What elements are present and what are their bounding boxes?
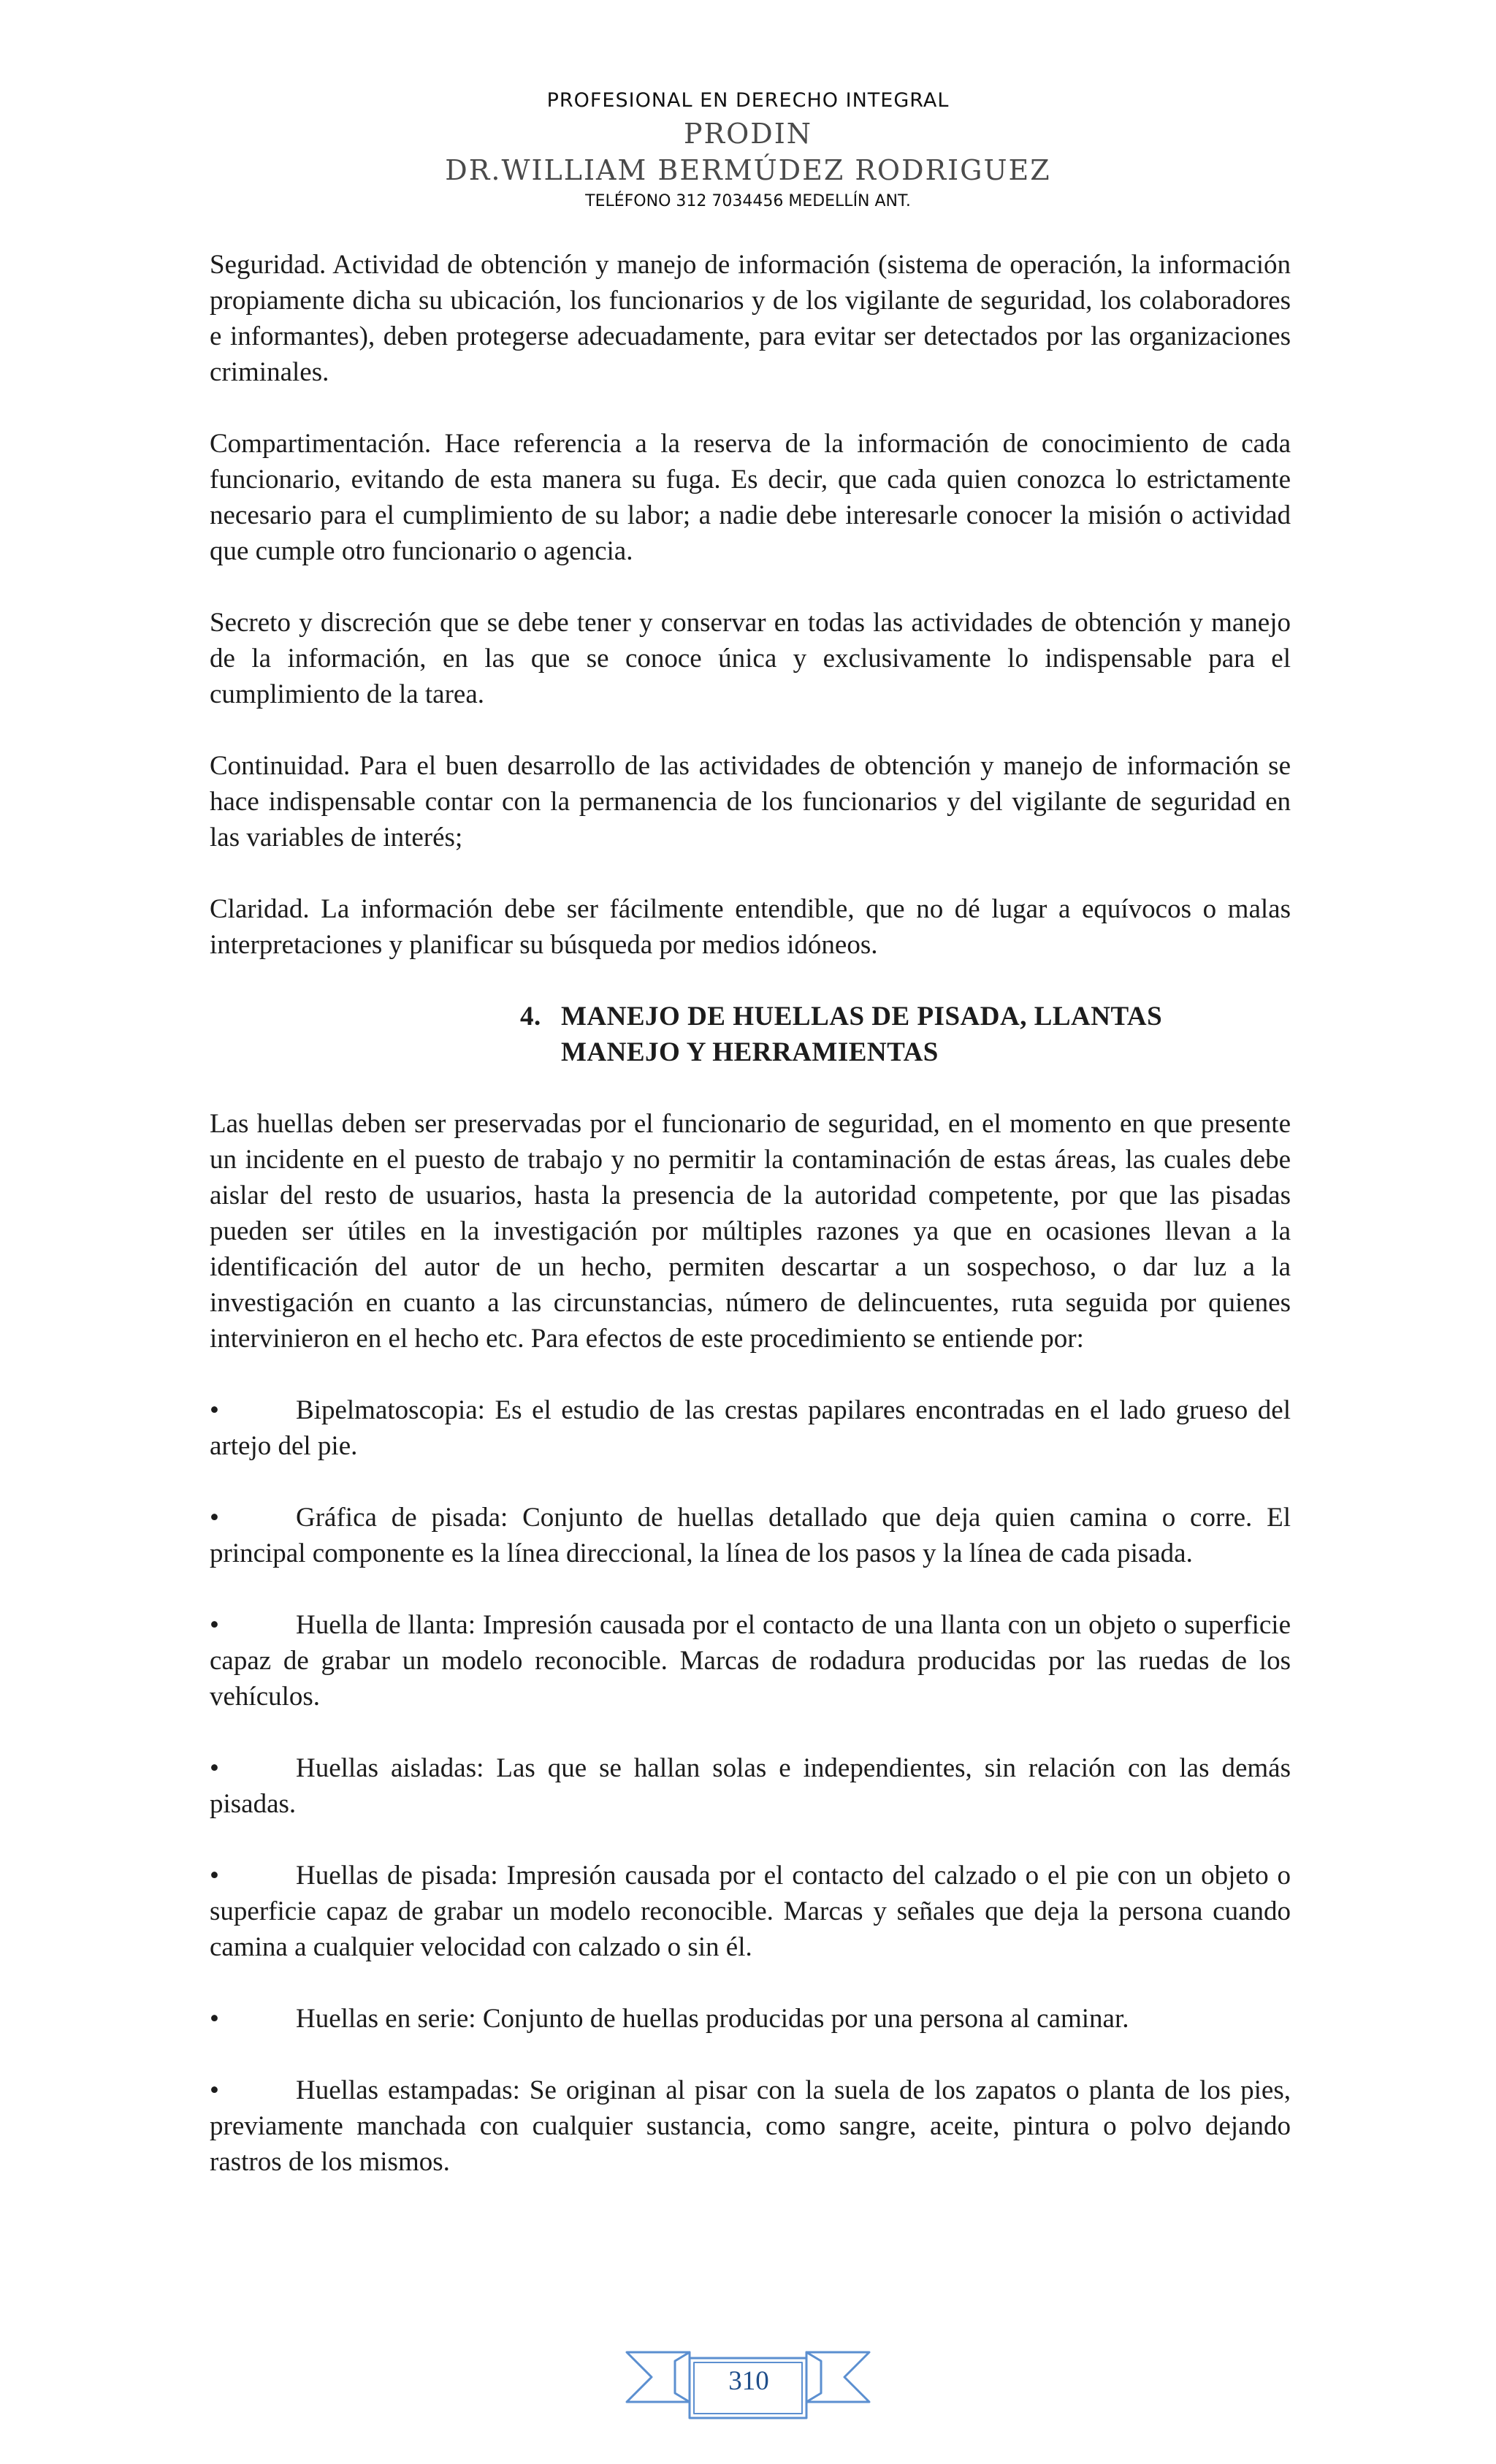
bullet-marker: •: [210, 1861, 219, 1891]
page-header: [0, 86, 1496, 215]
paragraph-intro-huellas: Las huellas deben ser preservadas por el funcionario de seguridad, en el momento en que presente un incidente en el puesto de trabajo y no permitir la contaminación de estas áreas, las cuales debe aislar del resto de usuarios, hasta la presencia de la autoridad competente, por que las pisadas pueden ser útiles en la investigación por múltiples razones ya que en ocasiones llevan a la identificación del autor de un hecho, permiten descartar a un sospechoso, o dar luz a la investigación en cuanto a las circunstancias, número de delincuentes, ruta seguida por quienes intervinieron en el hecho etc. Para efectos de este procedimiento se entiende por:: [210, 1109, 1291, 1354]
section-title-line2: MANEJO Y HERRAMIENTAS: [561, 1037, 939, 1067]
paragraph-compartimentacion: Compartimentación. Hace referencia a la reserva de la información de conocimiento de cada funcionario, evitando de esta manera su fuga. Es decir, que cada quien conozca lo estrictamente necesario para el cumplimiento de su labor; a nadie debe interesarle conocer la misión o actividad que cumple otro funcionario o agencia.: [210, 429, 1291, 566]
section-heading: [210, 999, 1291, 1070]
page-number: 310: [728, 2366, 769, 2396]
bullet-marker: •: [210, 1503, 219, 1533]
list-item-text: Bipelmatoscopia: Es el estudio de las crestas papilares encontradas en el lado grueso del artejo del pie.: [210, 1395, 1291, 1461]
page-footer: [0, 2343, 1496, 2424]
section-title-line1: MANEJO DE HUELLAS DE PISADA, LLANTAS: [561, 1002, 1163, 1031]
header-firm-name: PROFESIONAL EN DERECHO INTEGRAL: [546, 89, 950, 112]
bullet-marker: •: [210, 2004, 219, 2034]
list-item: [210, 1607, 1291, 1714]
list-item-text: Huella de llanta: Impresión causada por el contacto de una llanta con un objeto o superficie capaz de grabar un modelo reconocible. Marcas de rodadura producidas por las ruedas de los vehículos.: [210, 1610, 1291, 1712]
bullet-marker: •: [210, 1610, 219, 1640]
paragraph-secreto: Secreto y discreción que se debe tener y conservar en todas las actividades de obtención y manejo de la información, en las que se conoce única y exclusivamente lo indispensable para el cumplimiento de la tarea.: [210, 608, 1291, 709]
document-body: [210, 247, 1291, 2216]
list-item-text: Huellas aisladas: Las que se hallan solas e independientes, sin relación con las demás pisadas.: [210, 1753, 1291, 1819]
list-item-text: Huellas estampadas: Se originan al pisar con la suela de los zapatos o planta de los pies, previamente manchada con cualquier sustancia, como sangre, aceite, pintura o polvo dejando rastros de los mismos.: [210, 2075, 1291, 2177]
paragraph-claridad: Claridad. La información debe ser fácilmente entendible, que no dé lugar a equívocos o malas interpretaciones y planificar su búsqueda por medios idóneos.: [210, 894, 1291, 960]
list-item-text: Gráfica de pisada: Conjunto de huellas detallado que deja quien camina o corre. El principal componente es la línea direccional, la línea de los pasos y la línea de cada pisada.: [210, 1503, 1291, 1568]
list-item: [210, 1750, 1291, 1822]
bullet-marker: •: [210, 1395, 219, 1425]
bullet-marker: •: [210, 1753, 219, 1783]
bullet-marker: •: [210, 2075, 219, 2105]
list-item: [210, 1500, 1291, 1571]
list-item-text: Huellas de pisada: Impresión causada por el contacto del calzado o el pie con un objeto o superficie capaz de grabar un modelo reconocible. Marcas y señales que deja la persona cuando camina a cualquier velocidad con calzado o sin él.: [210, 1861, 1291, 1962]
paragraph-seguridad: Seguridad. Actividad de obtención y manejo de información (sistema de operación, la información propiamente dicha su ubicación, los funcionarios y de los vigilante de seguridad, los colaboradores e informantes), deben protegerse adecuadamente, para evitar ser detectados por las organizaciones criminales.: [210, 250, 1291, 387]
paragraph-continuidad: Continuidad. Para el buen desarrollo de las actividades de obtención y manejo de información se hace indispensable contar con la permanencia de los funcionarios y del vigilante de seguridad en las variables de interés;: [210, 751, 1291, 853]
list-item: [210, 2072, 1291, 2180]
header-phone-location: TELÉFONO 312 7034456 MEDELLÍN ANT.: [585, 192, 911, 210]
list-item-text: Huellas en serie: Conjunto de huellas producidas por una persona al caminar.: [296, 2004, 1129, 2034]
header-lawyer-name: DR.WILLIAM BERMÚDEZ RODRIGUEZ: [445, 154, 1051, 186]
list-item: [210, 1858, 1291, 1965]
section-number: 4.: [520, 1002, 541, 1031]
list-item: [210, 1392, 1291, 1464]
list-item: [210, 2001, 1291, 2037]
header-firm-acronym: PRODIN: [683, 118, 813, 150]
